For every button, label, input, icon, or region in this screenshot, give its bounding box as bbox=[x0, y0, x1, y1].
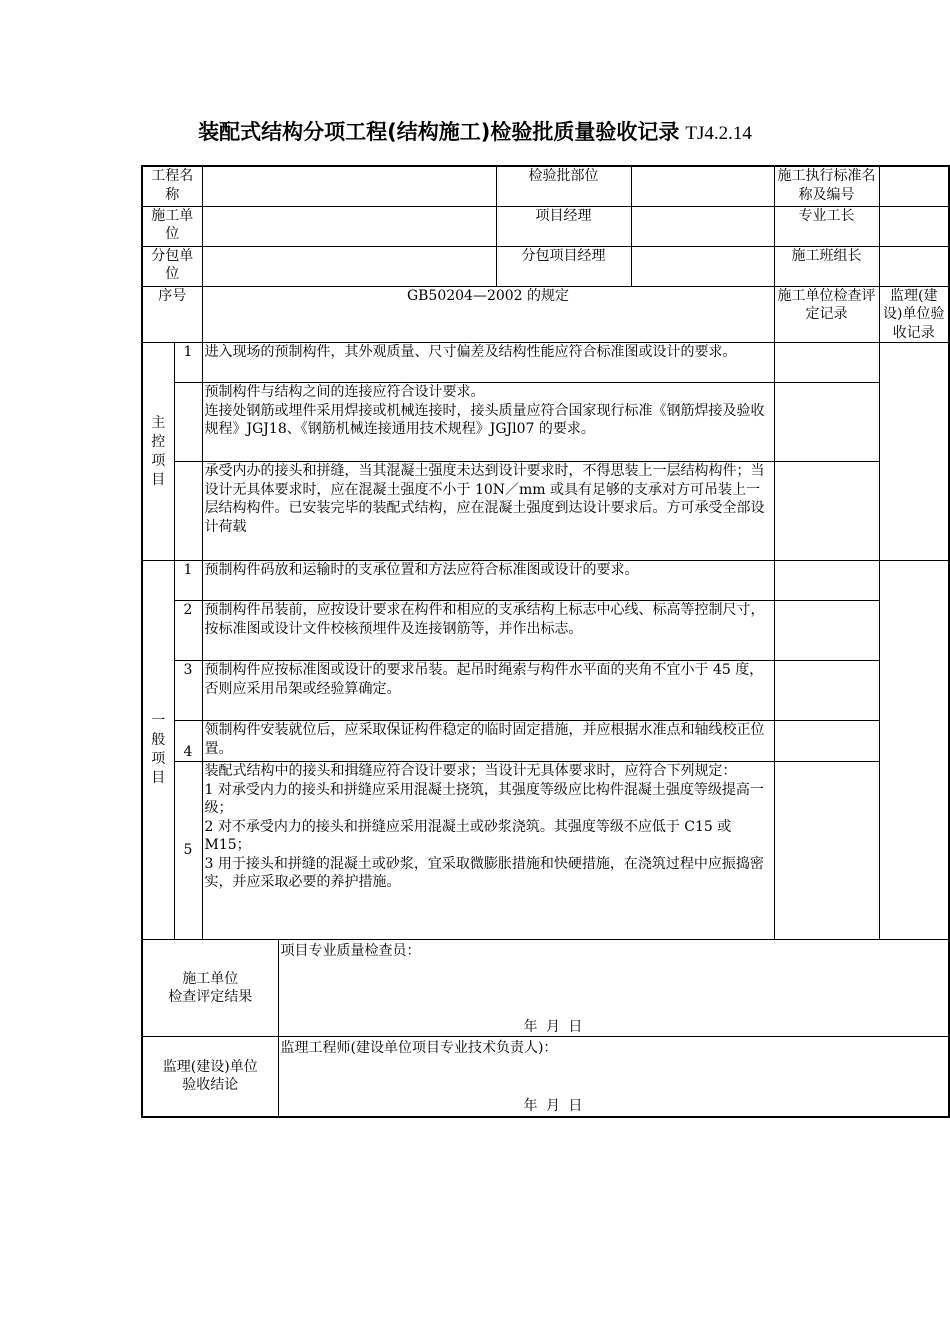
item-number: 1 bbox=[174, 343, 202, 383]
sub-manager-value[interactable] bbox=[631, 246, 774, 286]
contractor-label: 施工单位 bbox=[142, 206, 202, 246]
project-name-label: 工程名称 bbox=[142, 166, 202, 206]
item-number: 1 bbox=[174, 561, 202, 601]
date-label: 年 月 日 bbox=[523, 1018, 585, 1035]
supervisor-conclusion-row bbox=[142, 1037, 949, 1117]
header-row-2 bbox=[142, 206, 949, 246]
standard-label: 施工执行标准名称及编号 bbox=[774, 166, 879, 206]
contractor-record-cell[interactable] bbox=[774, 383, 879, 462]
item-number: 4 bbox=[174, 721, 202, 762]
item-number: 2 bbox=[174, 601, 202, 661]
document-title bbox=[0, 116, 950, 146]
inspector-label: 项目专业质量检查员： bbox=[280, 943, 421, 959]
subcontractor-value[interactable] bbox=[202, 246, 496, 286]
contractor-record-cell[interactable] bbox=[774, 343, 879, 383]
item-requirement: 预制构件应按标准图或设计的要求吊装。起吊时绳索与构件水平面的夹角不宜小于 45 度，否则应采用吊架或经验算确定。 bbox=[202, 661, 774, 721]
item-number bbox=[174, 383, 202, 462]
item-requirement: 预制构件码放和运输时的支承位置和方法应符合标准图或设计的要求。 bbox=[202, 561, 774, 601]
supervisor-conclusion-label: 监理(建设)单位 验收结论 bbox=[142, 1037, 278, 1117]
inspection-part-value[interactable] bbox=[631, 166, 774, 206]
contractor-record-label: 施工单位检查评定记录 bbox=[774, 286, 879, 343]
general-row-4 bbox=[142, 721, 949, 762]
item-number: 3 bbox=[174, 661, 202, 721]
item-requirement: 预制构件吊装前，应按设计要求在构件和相应的支承结构上标志中心线、标高等控制尺寸，按标准图或设计文件校核预埋件及连接钢筋等，并作出标志。 bbox=[202, 601, 774, 661]
general-row-2 bbox=[142, 601, 949, 661]
contractor-result-label: 施工单位 检查评定结果 bbox=[142, 940, 278, 1037]
inspection-record-table bbox=[141, 165, 950, 1118]
contractor-record-cell[interactable] bbox=[774, 721, 879, 762]
main-control-row-1 bbox=[142, 343, 949, 383]
contractor-record-cell[interactable] bbox=[774, 462, 879, 561]
column-header-row bbox=[142, 286, 949, 343]
engineer-label: 监理工程师(建设单位项目专业技术负责人)： bbox=[280, 1040, 558, 1056]
project-manager-value[interactable] bbox=[631, 206, 774, 246]
seq-label: 序号 bbox=[142, 286, 202, 343]
title-text: 装配式结构分项工程(结构施工)检验批质量验收记录 bbox=[198, 120, 680, 144]
supervisor-record-cell[interactable] bbox=[879, 561, 949, 940]
contractor-value[interactable] bbox=[202, 206, 496, 246]
contractor-result-cell[interactable] bbox=[278, 940, 949, 1037]
foreman-value[interactable] bbox=[879, 206, 949, 246]
supervisor-record-cell[interactable] bbox=[879, 343, 949, 561]
item-requirement: 承受内办的接头和拼缝，当其混凝土强度未达到设计要求时，不得思装上一层结构构件；当设计无具体要求时，应在混凝土强度不小于 10N／mm 或具有足够的支承对方可吊装上一层结构构件。已安装完毕的装配式结构，应在混凝土强度到达设计要求后。方可承受全部设计荷载 bbox=[202, 462, 774, 561]
form-code: TJ4.2.14 bbox=[685, 123, 752, 144]
item-requirement: 进入现场的预制构件，其外观质量、尺寸偏差及结构性能应符合标准图或设计的要求。 bbox=[202, 343, 774, 383]
header-row-3 bbox=[142, 246, 949, 286]
supervisor-record-label: 监理(建设)单位验收记录 bbox=[879, 286, 949, 343]
team-leader-label: 施工班组长 bbox=[774, 246, 879, 286]
item-number bbox=[174, 462, 202, 561]
item-requirement: 领制构件安装就位后，应采取保证构件稳定的临时固定措施，并应根据水准点和轴线校正位置。 bbox=[202, 721, 774, 762]
contractor-record-cell[interactable] bbox=[774, 661, 879, 721]
spec-label: GB50204—2002 的规定 bbox=[202, 286, 774, 343]
main-control-row-3 bbox=[142, 462, 949, 561]
item-number: 5 bbox=[174, 762, 202, 940]
inspection-part-label: 检验批部位 bbox=[496, 166, 631, 206]
main-control-row-2 bbox=[142, 383, 949, 462]
item-requirement: 装配式结构中的接头和揖缝应符合设计要求；当设计无具体要求时，应符合下列规定： 1 对承受内力的接头和拼缝应采用混凝土挠筑，其强度等级应比构件混凝土强度等级提高一级； 2 对不承受内力的接头和拼缝应采用混凝土或砂浆浇筑。其强度等级不应低于 C15 或 M15； 3 用于接头和拼缝的混凝土或砂浆，宜采取微膨胀措施和快硬措施，在浇筑过程中应振捣密实，并应采取必要的养护措施。 bbox=[202, 762, 774, 940]
main-control-label: 主 控 项 目 bbox=[142, 343, 174, 561]
general-row-3 bbox=[142, 661, 949, 721]
item-requirement: 预制构件与结构之间的连接应符合设计要求。 连接处钢筋或埋件采用焊接或机械连接时，接头质量应符合国家现行标准《钢筋焊接及验收规程》JGJ18、《钢筋机械连接通用技术规程》JGJl07 的要求。 bbox=[202, 383, 774, 462]
project-name-value[interactable] bbox=[202, 166, 496, 206]
project-manager-label: 项目经理 bbox=[496, 206, 631, 246]
foreman-label: 专业工长 bbox=[774, 206, 879, 246]
sub-manager-label: 分包项目经理 bbox=[496, 246, 631, 286]
supervisor-conclusion-cell[interactable] bbox=[278, 1037, 949, 1117]
date-label: 年 月 日 bbox=[523, 1098, 585, 1114]
general-row-5 bbox=[142, 762, 949, 940]
contractor-record-cell[interactable] bbox=[774, 601, 879, 661]
general-row-1 bbox=[142, 561, 949, 601]
standard-value[interactable] bbox=[879, 166, 949, 206]
subcontractor-label: 分包单位 bbox=[142, 246, 202, 286]
team-leader-value[interactable] bbox=[879, 246, 949, 286]
contractor-record-cell[interactable] bbox=[774, 762, 879, 940]
header-row-1 bbox=[142, 166, 949, 206]
contractor-result-row bbox=[142, 940, 949, 1037]
contractor-record-cell[interactable] bbox=[774, 561, 879, 601]
general-items-label: 一 般 项 目 bbox=[142, 561, 174, 940]
